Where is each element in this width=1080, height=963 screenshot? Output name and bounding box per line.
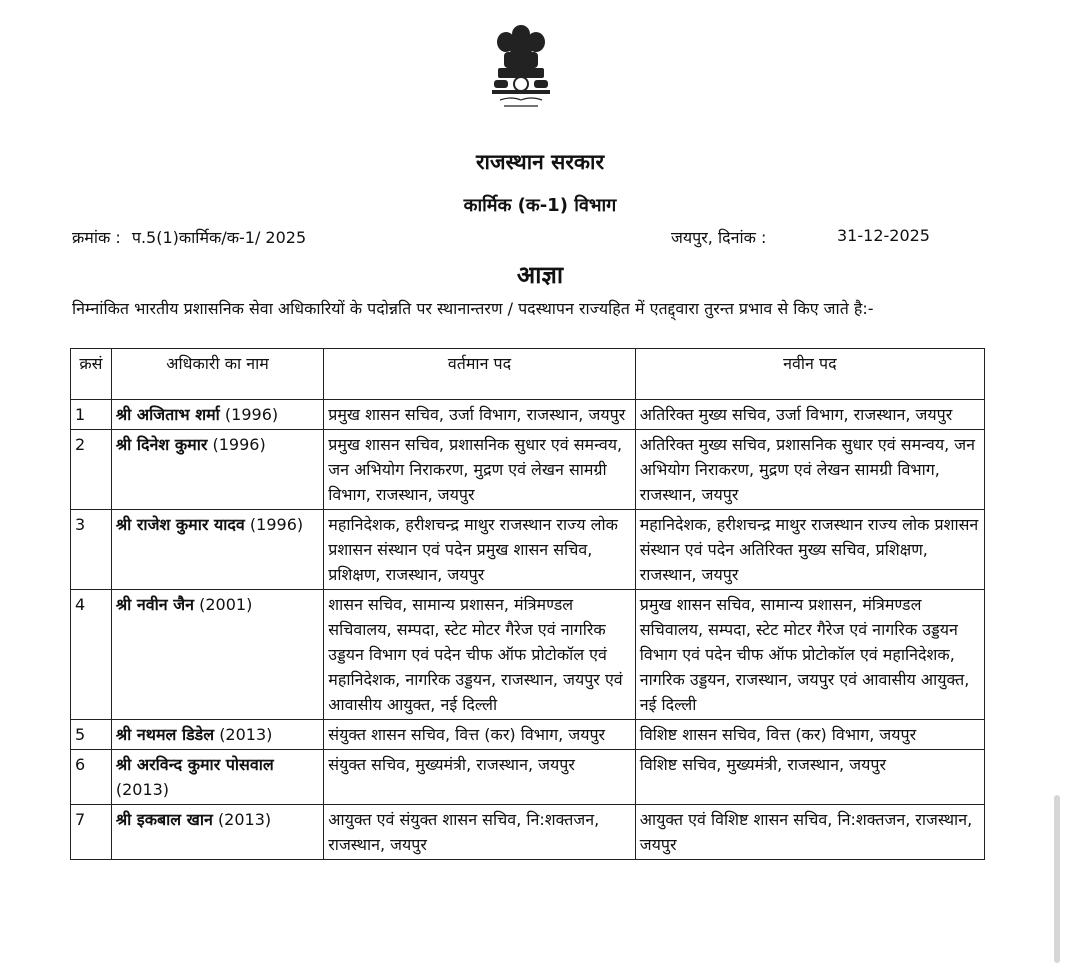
officer-batch: (2013) bbox=[219, 725, 273, 744]
table-row bbox=[71, 720, 985, 750]
serial-cell: 7 bbox=[71, 805, 112, 860]
officer-name: श्री इकबाल खान bbox=[115, 810, 213, 829]
serial-cell: 2 bbox=[71, 430, 112, 510]
new-post-cell: अतिरिक्त मुख्य सचिव, प्रशासनिक सुधार एवं समन्वय, जन अभियोग निराकरण, मुद्रण एवं लेखन सामग्री विभाग, राजस्थान, जयपुर bbox=[635, 430, 984, 510]
officer-cell bbox=[111, 590, 323, 720]
table-row bbox=[71, 400, 985, 430]
serial-cell: 4 bbox=[71, 590, 112, 720]
table-header-row bbox=[71, 349, 985, 400]
officer-cell bbox=[111, 510, 323, 590]
officer-name: श्री राजेश कुमार यादव bbox=[115, 515, 245, 534]
serial-cell: 5 bbox=[71, 720, 112, 750]
current-post-cell: आयुक्त एवं संयुक्त शासन सचिव, नि:शक्तजन, राजस्थान, जयपुर bbox=[324, 805, 635, 860]
reference-number bbox=[72, 226, 306, 248]
officer-name: श्री नथमल डिडेल bbox=[115, 725, 215, 744]
order-title: आज्ञा bbox=[516, 261, 564, 289]
reference-label: क्रमांक : bbox=[72, 228, 121, 247]
officer-name: श्री नवीन जैन bbox=[115, 595, 195, 614]
table-row bbox=[71, 510, 985, 590]
current-post-cell: प्रमुख शासन सचिव, प्रशासनिक सुधार एवं समन्वय, जन अभियोग निराकरण, मुद्रण एवं लेखन सामग्री विभाग, राजस्थान, जयपुर bbox=[324, 430, 635, 510]
header-new-post: नवीन पद bbox=[635, 349, 984, 400]
header-serial: क्रसं bbox=[71, 349, 112, 400]
officer-batch: (2001) bbox=[199, 595, 253, 614]
new-post-cell: आयुक्त एवं विशिष्ट शासन सचिव, नि:शक्तजन, राजस्थान, जयपुर bbox=[635, 805, 984, 860]
table-row bbox=[71, 430, 985, 510]
place-date-label: जयपुर, दिनांक : bbox=[671, 228, 767, 247]
order-intro: निम्नांकित भारतीय प्रशासनिक सेवा अधिकारियों के पदोन्नति पर स्थानान्तरण / पदस्थापन राज्यहित में एतद्द्वारा तुरन्त प्रभाव से किए जाते है:- bbox=[72, 299, 874, 318]
order-date: 31-12-2025 bbox=[837, 226, 930, 245]
officer-name: श्री अरविन्द कुमार पोसवाल bbox=[115, 755, 274, 774]
serial-cell: 6 bbox=[71, 750, 112, 805]
serial-cell: 1 bbox=[71, 400, 112, 430]
new-post-cell: विशिष्ट शासन सचिव, वित्त (कर) विभाग, जयपुर bbox=[635, 720, 984, 750]
officer-batch: (1996) bbox=[224, 405, 279, 424]
scrollbar[interactable] bbox=[1054, 795, 1060, 963]
posting-table bbox=[70, 348, 985, 860]
officer-batch: (2013) bbox=[217, 810, 272, 829]
table-row bbox=[71, 805, 985, 860]
serial-cell: 3 bbox=[71, 510, 112, 590]
current-post-cell: महानिदेशक, हरीशचन्द्र माथुर राजस्थान राज्य लोक प्रशासन संस्थान एवं पदेन प्रमुख शासन सचिव, प्रशिक्षण, राजस्थान, जयपुर bbox=[324, 510, 635, 590]
current-post-cell: प्रमुख शासन सचिव, उर्जा विभाग, राजस्थान, जयपुर bbox=[324, 400, 635, 430]
officer-batch: (1996) bbox=[212, 435, 266, 454]
current-post-cell: शासन सचिव, सामान्य प्रशासन, मंत्रिमण्डल सचिवालय, सम्पदा, स्टेट मोटर गैरेज एवं नागरिक उड्डयन विभाग एवं पदेन चीफ ऑफ प्रोटोकॉल एवं महानिदेशक, नागरिक उड्डयन, राजस्थान, जयपुर एवं आवासीय आयुक्त, नई दिल्ली bbox=[324, 590, 635, 720]
header-current-post: वर्तमान पद bbox=[324, 349, 635, 400]
officer-cell bbox=[111, 430, 323, 510]
state-emblem bbox=[486, 22, 556, 114]
current-post-cell: संयुक्त सचिव, मुख्यमंत्री, राजस्थान, जयपुर bbox=[324, 750, 635, 805]
officer-name: श्री अजिताभ शर्मा bbox=[115, 405, 220, 424]
new-post-cell: महानिदेशक, हरीशचन्द्र माथुर राजस्थान राज्य लोक प्रशासन संस्थान एवं पदेन अतिरिक्त मुख्य सचिव, प्रशिक्षण, राजस्थान, जयपुर bbox=[635, 510, 984, 590]
officer-batch: (2013) bbox=[115, 780, 170, 799]
department-name: कार्मिक (क-1) विभाग bbox=[463, 195, 617, 216]
reference-value: प.5(1)कार्मिक/क-1/ 2025 bbox=[131, 228, 307, 247]
officer-batch: (1996) bbox=[249, 515, 304, 534]
new-post-cell: प्रमुख शासन सचिव, सामान्य प्रशासन, मंत्रिमण्डल सचिवालय, सम्पदा, स्टेट मोटर गैरेज एवं नागरिक उड्डयन विभाग एवं पदेन चीफ ऑफ प्रोटोकॉल एवं महानिदेशक, नागरिक उड्डयन, राजस्थान, जयपुर एवं आवासीय आयुक्त, नई दिल्ली bbox=[635, 590, 984, 720]
new-post-cell: विशिष्ट सचिव, मुख्यमंत्री, राजस्थान, जयपुर bbox=[635, 750, 984, 805]
officer-cell bbox=[111, 805, 323, 860]
ashoka-emblem-icon bbox=[486, 22, 556, 114]
header-officer-name: अधिकारी का नाम bbox=[111, 349, 323, 400]
government-name: राजस्थान सरकार bbox=[475, 150, 605, 174]
table-row bbox=[71, 750, 985, 805]
officer-name: श्री दिनेश कुमार bbox=[115, 435, 208, 454]
officer-cell bbox=[111, 720, 323, 750]
table-row bbox=[71, 590, 985, 720]
current-post-cell: संयुक्त शासन सचिव, वित्त (कर) विभाग, जयपुर bbox=[324, 720, 635, 750]
officer-cell bbox=[111, 400, 323, 430]
new-post-cell: अतिरिक्त मुख्य सचिव, उर्जा विभाग, राजस्थान, जयपुर bbox=[635, 400, 984, 430]
officer-cell bbox=[111, 750, 323, 805]
